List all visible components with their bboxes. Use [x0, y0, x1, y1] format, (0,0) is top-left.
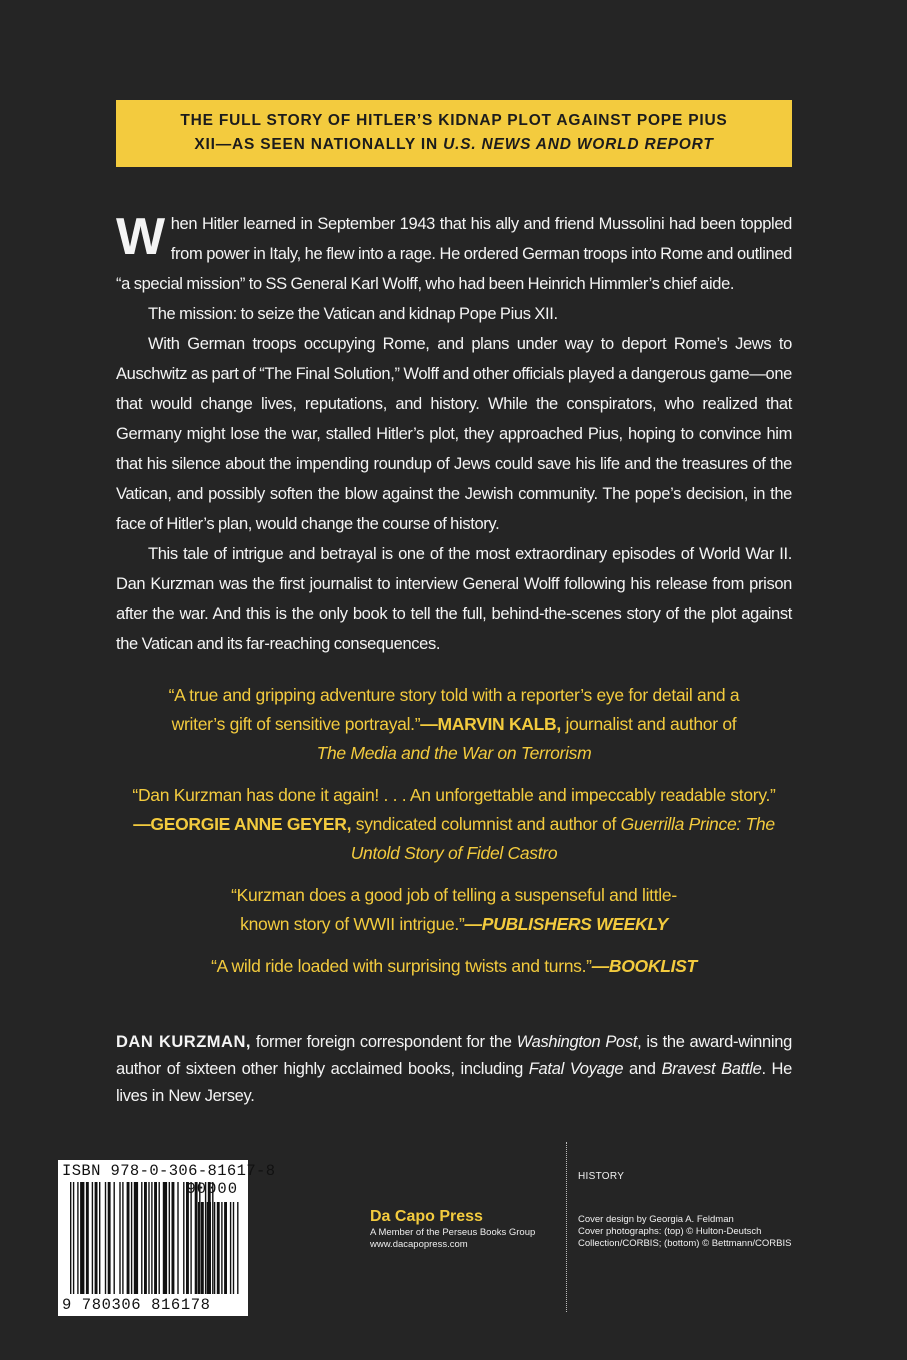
- barcode-bar: [86, 1182, 89, 1294]
- barcode-bar: [186, 1182, 189, 1294]
- barcode-bar: [73, 1182, 74, 1294]
- price-bar: [221, 1202, 222, 1294]
- price-bar: [233, 1202, 234, 1294]
- barcode-bar: [108, 1182, 111, 1294]
- review-quotes: [116, 681, 792, 994]
- barcode-bar: [77, 1182, 78, 1294]
- price-code: 90000: [186, 1180, 238, 1198]
- quote-geyer: [116, 781, 792, 868]
- barcode-bar: [95, 1182, 98, 1294]
- quote-author: —GEORGIE ANNE GEYER,: [133, 814, 352, 834]
- quote-text: “Dan Kurzman has done it again! . . . An unforgettable and impeccably readable story.”: [132, 785, 776, 805]
- isbn-label: ISBN 978-0-306-81617-8: [62, 1162, 276, 1180]
- banner-line-2-end: NEWS AND WORLD REPORT: [476, 136, 714, 153]
- barcode-bar: [169, 1182, 170, 1294]
- quote-role: journalist and author of: [560, 714, 737, 734]
- barcode-bar: [177, 1182, 178, 1294]
- drop-cap: W: [116, 208, 165, 266]
- barcode-bar: [70, 1182, 71, 1294]
- author-name: DAN KURZMAN,: [116, 1033, 251, 1051]
- author-bio: [116, 1029, 792, 1110]
- barcode-bar: [119, 1182, 120, 1294]
- barcode-bar: [105, 1182, 106, 1294]
- banner-line-2-start: XII—AS SEEN NATIONALLY IN: [194, 136, 444, 153]
- dotted-divider: [566, 1142, 567, 1312]
- bio-book-2: Bravest Battle: [661, 1060, 762, 1078]
- headline-banner: [116, 100, 792, 167]
- quote-author: —MARVIN KALB,: [420, 714, 561, 734]
- quote-publishers-weekly: [116, 881, 792, 939]
- price-bar: [224, 1202, 227, 1294]
- price-bar: [210, 1202, 211, 1294]
- quote-text: “A wild ride loaded with surprising twists and turns.”: [211, 956, 592, 976]
- price-bar: [198, 1202, 199, 1294]
- description-paragraph-1: [116, 209, 792, 299]
- quote-text: “A true and gripping adventure story told with a reporter’s eye for detail and a writer’s gift of sensitive portrayal.”: [168, 685, 740, 734]
- description-paragraph-4: This tale of intrigue and betrayal is one of the most extraordinary episodes of World War II. Dan Kurzman was the first journalist to interview General Wolff following his release from prison after the war. And this is the only book to tell the full, behind-the-scenes story of the plot against the Vatican and its far-reaching consequences.: [116, 545, 792, 653]
- bio-text-2: , is the award-winning author of sixteen other highly acclaimed books, including: [116, 1033, 793, 1078]
- barcode-bar: [183, 1182, 184, 1294]
- bio-book-1: Fatal Voyage: [528, 1060, 624, 1078]
- price-bar: [237, 1202, 238, 1294]
- barcode-bar: [151, 1182, 152, 1294]
- barcode-bar: [159, 1182, 160, 1294]
- price-bar: [217, 1202, 220, 1294]
- barcode-bar: [131, 1182, 132, 1294]
- quote-author: —BOOKLIST: [591, 956, 697, 976]
- banner-line-2-italic: U.S.: [443, 136, 477, 153]
- publisher-url: www.dacapopress.com: [370, 1239, 468, 1250]
- genre-label: HISTORY: [578, 1171, 625, 1182]
- cover-photo-credit: Cover photographs: (top) © Hulton-Deutsch Collection/CORBIS; (bottom) © Bettmann/CORBIS: [578, 1226, 792, 1249]
- barcode-bar: [144, 1182, 147, 1294]
- publisher-member: A Member of the Perseus Books Group: [370, 1227, 536, 1238]
- cover-design-credit: Cover design by Georgia A. Feldman: [578, 1214, 734, 1225]
- price-bar: [230, 1202, 231, 1294]
- barcode-bar: [114, 1182, 115, 1294]
- price-bar: [201, 1202, 204, 1294]
- barcode-bar: [141, 1182, 142, 1294]
- price-bar: [214, 1202, 215, 1294]
- publisher-name: Da Capo Press: [370, 1208, 483, 1225]
- banner-line-2: [116, 133, 792, 157]
- barcode-bar: [92, 1182, 93, 1294]
- quote-author: —PUBLISHERS WEEKLY: [464, 914, 668, 934]
- barcode-bar: [99, 1182, 100, 1294]
- book-description: [116, 209, 792, 659]
- quote-work: The Media and the War on Terrorism: [316, 743, 592, 763]
- isbn-barcode: [58, 1160, 276, 1316]
- description-paragraph-2: The mission: to seize the Vatican and kidnap Pope Pius XII.: [148, 305, 558, 323]
- quote-work: Guerrilla Prince: The Untold Story of Fidel Castro: [350, 814, 775, 863]
- quote-kalb: [116, 681, 792, 768]
- description-paragraph-3: With German troops occupying Rome, and plans under way to deport Rome’s Jews to Auschwitz as part of “The Final Solution,” Wolff and other officials played a dangerous game—one that would change lives, reputations, and history. While the conspirators, who realized that Germany might lose the war, stalled Hitler’s plot, they approached Pius, hoping to convince him that his silence about the impending roundup of Jews could save his life and the treasures of the Vatican, and possibly soften the blow against the Jewish community. The pope’s decision, in the face of Hitler’s plan, would change the course of history.: [116, 335, 792, 533]
- bio-text-1: former foreign correspondent for the: [250, 1033, 517, 1051]
- cover-credits: [578, 1214, 808, 1250]
- barcode-bar: [212, 1182, 213, 1294]
- quote-role: syndicated columnist and author of: [351, 814, 621, 834]
- barcode-bar: [163, 1182, 167, 1294]
- bio-text-3: and: [623, 1060, 662, 1078]
- barcode-bar: [127, 1182, 130, 1294]
- barcode-bar: [190, 1182, 191, 1294]
- banner-line-1: THE FULL STORY OF HITLER’S KIDNAP PLOT AGAINST POPE PIUS: [180, 112, 728, 129]
- quote-text: “Kurzman does a good job of telling a suspenseful and little-known story of WWII intrigue.”: [231, 885, 677, 934]
- bio-paper: Washington Post: [516, 1033, 638, 1051]
- barcode-bar: [154, 1182, 157, 1294]
- barcode-bar: [172, 1182, 175, 1294]
- description-p1-text: hen Hitler learned in September 1943 that his ally and friend Mussolini had been toppled from power in Italy, he flew into a rage. He ordered German troops into Rome and outlined “a special mission” to SS General Karl Wolff, who had been Heinrich Himmler’s chief aide.: [116, 215, 792, 293]
- barcode-number: 9 780306 816178: [62, 1296, 211, 1314]
- barcode-bar: [80, 1182, 84, 1294]
- barcode-bar: [195, 1182, 198, 1294]
- price-bar: [207, 1202, 208, 1294]
- barcode-bar: [122, 1182, 123, 1294]
- barcode-bar: [134, 1182, 138, 1294]
- barcode-bar: [205, 1182, 206, 1294]
- publisher-block: [370, 1207, 560, 1251]
- quote-booklist: [116, 952, 792, 981]
- bio-text-4: . He lives in New Jersey.: [116, 1060, 793, 1105]
- barcode-bar: [148, 1182, 149, 1294]
